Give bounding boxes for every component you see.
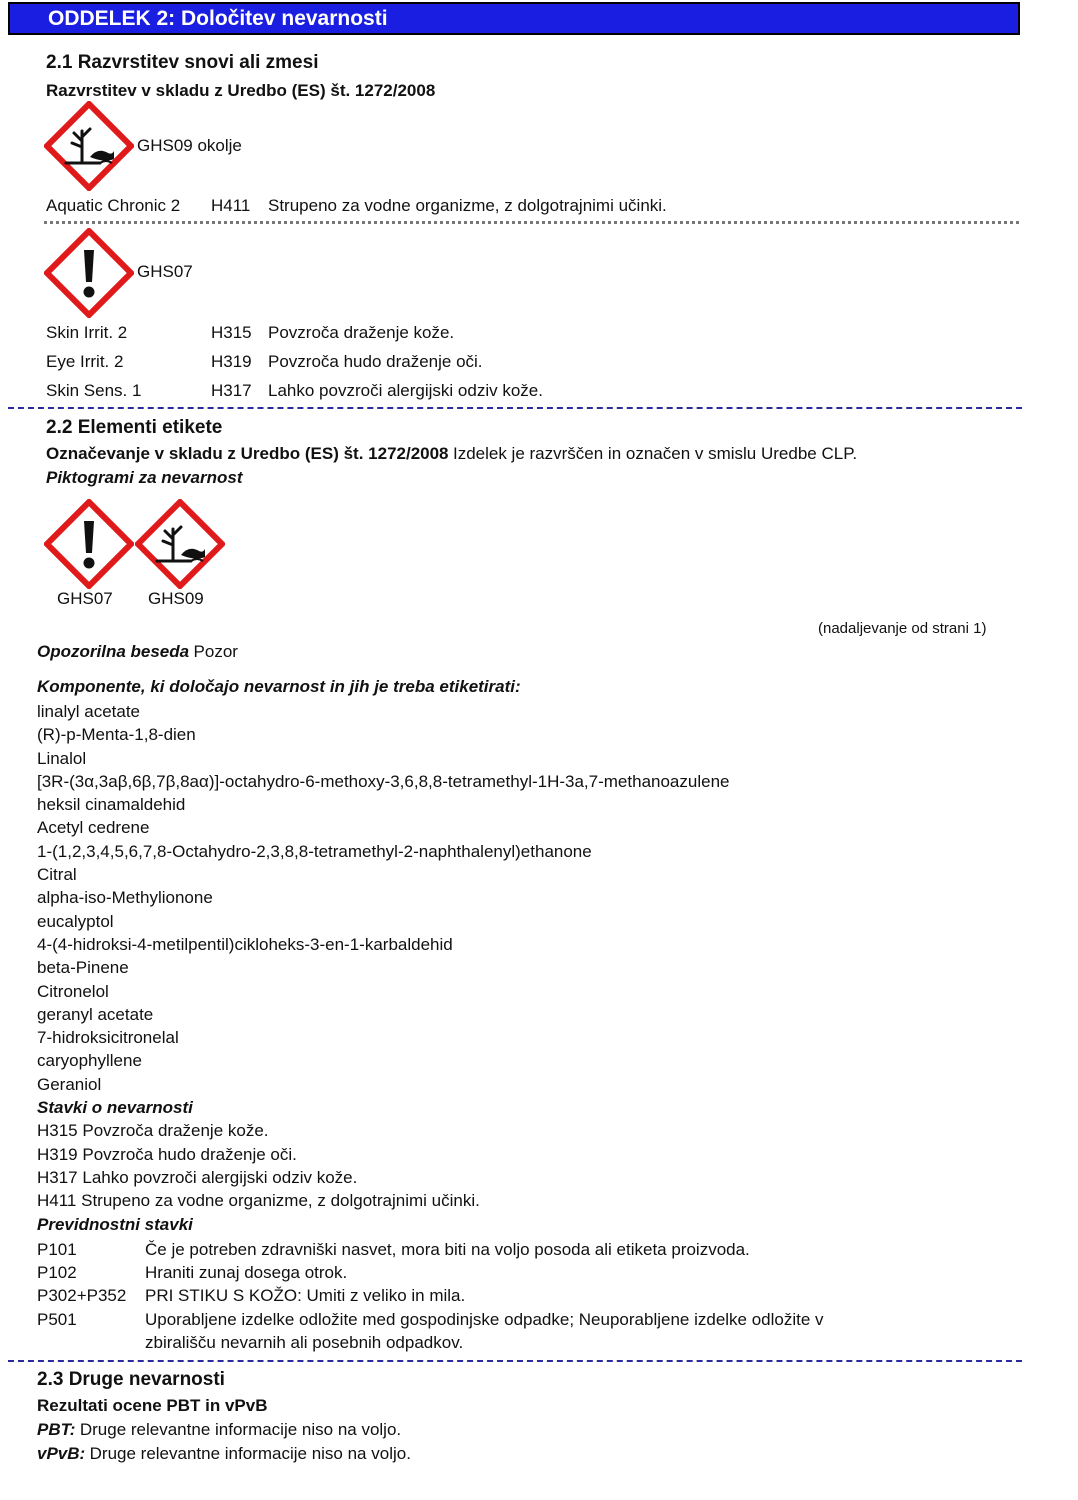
section-header: ODDELEK 2: Določitev nevarnosti [8,2,1020,35]
hazard-code: H317 [211,381,252,400]
pbt-line [37,1420,401,1440]
hazard-statements-heading: Stavki o nevarnosti [37,1098,193,1118]
list-item: Citral [37,865,77,885]
list-item: H411 Strupeno za vodne organizme, z dolgotrajnimi učinki. [37,1191,480,1211]
list-item: Linalol [37,748,87,768]
precaution-text-cont: zbirališču nevarnih ali posebnih odpadkov. [145,1333,464,1352]
list-item: H319 Povzroča hudo draženje oči. [37,1144,297,1164]
list-item: 4-(4-hidroksi-4-metilpentil)cikloheks-3-en-1-karbaldehid [37,934,453,954]
precautionary-heading: Previdnostni stavki [37,1214,193,1234]
list-item: alpha-iso-Methylionone [37,888,213,908]
list-item: linalyl acetate [37,702,141,721]
environment-icon [135,499,225,589]
precaution-text: Če je potreben zdravniški nasvet, mora biti na voljo posoda ali etiketa proizvoda. [145,1240,750,1259]
section-2-3-heading: 2.3 Druge nevarnosti [37,1369,225,1390]
signal-word: Pozor [193,642,238,661]
section-divider [8,407,1022,409]
list-item: 7-hidroksicitronelal [37,1028,179,1048]
precaution-code: P101 [37,1240,77,1259]
classification-subheading: Razvrstitev v skladu z Uredbo (ES) št. 1272/2008 [46,81,436,100]
dotted-divider [44,221,1019,224]
labeling-line [46,444,857,464]
hazard-code: H319 [211,352,252,371]
list-item: [3R-(3α,3aβ,6β,7β,8aα)]-octahydro-6-methoxy-3,6,8,8-tetramethyl-1H-3a,7-methanoazulene [37,771,730,791]
vpvb-text: Druge relevantne informacije niso na voljo. [89,1444,411,1463]
pictograms-heading: Piktogrami za nevarnost [46,468,243,487]
list-item: H317 Lahko povzroči alergijski odziv kože. [37,1167,358,1187]
precaution-code: P102 [37,1263,77,1282]
environment-icon [44,101,134,191]
pictogram-label: GHS09 [148,589,204,608]
hazard-text: Povzroča hudo draženje oči. [268,352,483,371]
vpvb-label: vPvB: [37,1444,86,1463]
section-divider [8,1360,1022,1362]
list-item: 1-(1,2,3,4,5,6,7,8-Octahydro-2,3,8,8-tetramethyl-2-naphthalenyl)ethanone [37,841,592,861]
pbt-subheading: Rezultati ocene PBT in vPvB [37,1396,268,1415]
hazard-code: H315 [211,323,252,342]
list-item: Citronelol [37,981,109,1001]
section-2-1-heading: 2.1 Razvrstitev snovi ali zmesi [46,52,319,73]
hazard-class: Skin Irrit. 2 [46,323,128,342]
vpvb-line [37,1444,411,1464]
hazard-text: Lahko povzroči alergijski odziv kože. [268,381,543,400]
precaution-text: PRI STIKU S KOŽO: Umiti z veliko in mila. [145,1286,466,1305]
ghs09-text: Strupeno za vodne organizme, z dolgotrajnimi učinki. [268,196,667,215]
exclamation-icon [44,228,134,318]
list-item: Acetyl cedrene [37,818,150,838]
ghs09-code: H411 [211,196,251,215]
precaution-code: P501 [37,1310,77,1329]
list-item: eucalyptol [37,911,114,931]
pictogram-label: GHS07 [57,589,113,608]
exclamation-icon [44,499,134,589]
list-item: H315 Povzroča draženje kože. [37,1121,269,1141]
ghs09-label: GHS09 okolje [137,136,242,155]
list-item: Geraniol [37,1074,102,1094]
list-item: heksil cinamaldehid [37,795,186,815]
ghs07-label: GHS07 [137,262,193,281]
list-item: caryophyllene [37,1051,142,1071]
components-heading: Komponente, ki določajo nevarnost in jih je treba etiketirati: [37,677,521,696]
signal-word-label: Opozorilna beseda [37,642,190,661]
list-item: beta-Pinene [37,958,129,978]
labeling-text: Izdelek je razvrščen in označen v smislu Uredbe CLP. [452,444,858,463]
pbt-text: Druge relevantne informacije niso na voljo. [79,1420,402,1439]
precaution-code: P302+P352 [37,1286,127,1305]
labeling-bold: Označevanje v skladu z Uredbo (ES) št. 1272/2008 [46,444,449,463]
section-2-2-heading: 2.2 Elementi etikete [46,417,223,438]
hazard-class: Skin Sens. 1 [46,381,142,400]
ghs09-class: Aquatic Chronic 2 [46,196,181,215]
list-item: geranyl acetate [37,1004,154,1024]
signal-word-line [37,642,238,662]
hazard-class: Eye Irrit. 2 [46,352,124,371]
hazard-text: Povzroča draženje kože. [268,323,455,342]
list-item: (R)-p-Menta-1,8-dien [37,725,196,745]
components-list [37,700,729,1236]
precaution-text: Hraniti zunaj dosega otrok. [145,1263,348,1282]
continuation-note: (nadaljevanje od strani 1) [818,620,987,637]
precaution-text: Uporabljene izdelke odložite med gospodinjske odpadke; Neuporabljene izdelke odložite v [145,1310,824,1329]
pbt-label: PBT: [37,1420,76,1439]
